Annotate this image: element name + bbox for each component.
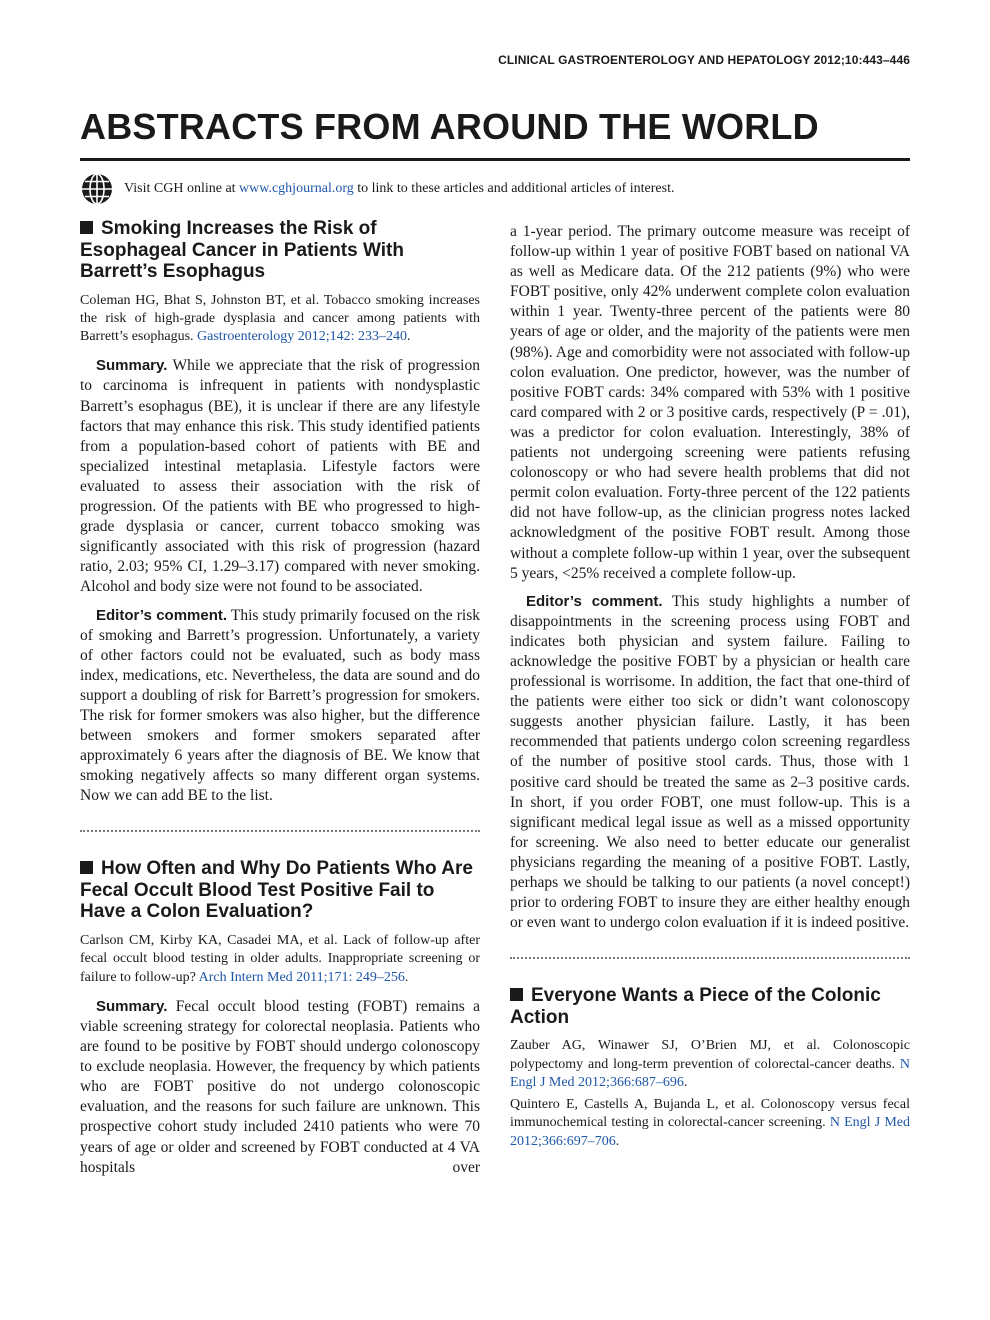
journal-url-link[interactable]: www.cghjournal.org [239,181,354,196]
article-title: How Often and Why Do Patients Who Are Fecal Occult Blood Test Positive Fail to Have a Colon Evaluation? [80,858,473,923]
article-citation: Carlson CM, Kirby KA, Casadei MA, et al. Lack of follow-up after fecal occult blood testing in older adults. Inappropriate screening or failure to follow-up? Arch Intern Med 2011;171: 249–256. [80,932,480,985]
citation-link[interactable]: Arch Intern Med 2011;171: 249–256 [198,969,405,985]
article-citation: Coleman HG, Bhat S, Johnston BT, et al. Tobacco smoking increases the risk of high-grade dysplasia and cancer among patients with Barrett’s esophagus. Gastroenterology 2012;142: 233–240. [80,292,480,345]
editor-comment-paragraph: Editor’s comment. This study highlights a number of disappointments in the screening process using FOBT and indicates both physician and system failure. Failing to acknowledge the positive FOBT by a physician or health care professional is worrisome. In addition, the fact that one-third of the patients were either too sick or didn’t want colonoscopy suggests another physician failure. Lastly, it has been recommended that patients undergo colon screening regardless of the number of positive stool cards. Thus, those with 1 positive card should be treated the same as 2–3 positive cards. In short, if you order FOBT, one must follow-up. This is a significant medical legal issue as well as a missed opportunity for screening. We also need to better educate our generalist physicians regarding the meaning of a positive FOBT. Lastly, perhaps we should be talking to our patients (a novel concept!) prior to ordering FOBT to insure they are either healthy enough or even want to undergo colon evaluation if it is indeed positive. [510,592,911,932]
citation-link[interactable]: N Engl J Med 2012;366:687–696 [510,1056,910,1090]
summary-paragraph: Summary. While we appreciate that the risk of progression to carcinoma is infrequent in patients with nondysplastic Barrett’s esophagus (BE), it is unclear if there are any lifestyle factors that may enhance this risk. This study identified patients from a population-based cohort of patients with BE and specialized intestinal metaplasia. Lifestyle factors were evaluated to assess their association with the risk of progression. Of the patients with BE who progressed to high-grade dysplasia or cancer, current tobacco smoking was significantly associated with this risk of progression (hazard ratio, 2.03; 95% CI, 1.29–3.17) compared with never smoking. Alcohol and body size were not found to be associated. [80,357,480,596]
title-rule [80,158,910,161]
visit-text: Visit CGH online at www.cghjournal.org to link to these articles and additional articles of interest. [124,181,675,196]
square-bullet-icon [80,861,93,874]
summary-paragraph: Summary. Fecal occult blood testing (FOBT) remains a viable screening strategy for colorectal neoplasia. Patients who are found to be positive by FOBT should undergo colonoscopy to exclude neoplasia. However, the frequency by which patients who are FOBT positive do not undergo colonoscopic evaluation, and the reasons for such failure are unknown. This prospective cohort study included 2410 patients who were 70 years of age or older and screened by FOBT conducted at 4 VA hospitals over [80,997,480,1176]
citation-link[interactable]: Gastroenterology 2012;142: 233–240 [197,329,408,345]
visit-line [80,171,910,207]
left-column [80,218,480,1186]
article-title: Everyone Wants a Piece of the Colonic Action [510,985,881,1028]
page-title: ABSTRACTS FROM AROUND THE WORLD [80,106,819,147]
square-bullet-icon [510,988,523,1001]
running-head: CLINICAL GASTROENTEROLOGY AND HEPATOLOGY 2012;10:443–446 [498,53,910,67]
dotted-separator [80,830,480,832]
article-citation: Zauber AG, Winawer SJ, O’Brien MJ, et al. Colonoscopic polypectomy and long-term prevention of colorectal-cancer deaths. N Engl J Med 2012;366:687–696. [510,1038,910,1090]
dotted-separator [510,957,910,959]
article-colonic-action [510,985,910,1151]
globe-icon [80,172,114,206]
article-citation: Quintero E, Castells A, Bujanda L, et al. Colonoscopy versus fecal immunochemical testing in colorectal-cancer screening. N Engl J Med 2012;366:697–706. [510,1097,911,1149]
article-smoking [80,218,480,806]
article-fobt [80,858,480,1177]
citation-link[interactable]: N Engl J Med 2012;366:697–706 [510,1115,911,1149]
article-title: Smoking Increases the Risk of Esophageal Cancer in Patients With Barrett’s Esophagus [80,218,404,282]
square-bullet-icon [80,221,93,234]
right-column [510,222,910,1161]
summary-continuation: a 1-year period. The primary outcome measure was receipt of follow-up within 1 year of positive FOBT based on national VA as well as Medicare data. Of the 212 patients (9%) who were FOBT positive, only 42% underwent complete colon evaluation within 1 year. Twenty-three percent of the patients were 80 years of age or older, and the majority of the patients were men (98%). Age and comorbidity were not associated with follow-up colon evaluation. One predictor, however, was the number of positive FOBT cards: 34% compared with 53% with 1 positive card compared with 2 or 3 positive cards, respectively (P = .01), was a predictor for colon evaluation. Interestingly, 38% of patients not undergoing screening were patients refusing colonoscopy or who had severe health problems that did not permit colon evaluation. Forty-three percent of the 122 patients did not have follow-up, as the clinician progress notes lacked acknowledgment of the positive FOBT result. Among those without a complete follow-up within 1 year, over the subsequent 5 years, <25% received a complete follow-up. [510,223,910,582]
editor-comment-paragraph: Editor’s comment. This study primarily focused on the risk of smoking and Barrett’s progression. Unfortunately, a variety of other factors could not be evaluated, such as body mass index, medications, etc. Nevertheless, the data are sound and do support a doubling of risk for Barrett’s progression for smokers. The risk for former smokers was also higher, but the difference between smokers and former smokers separated after approximately 6 years after the diagnosis of BE. We know that smoking negatively affects so many different organ systems. Now we can add BE to the list. [80,606,481,805]
